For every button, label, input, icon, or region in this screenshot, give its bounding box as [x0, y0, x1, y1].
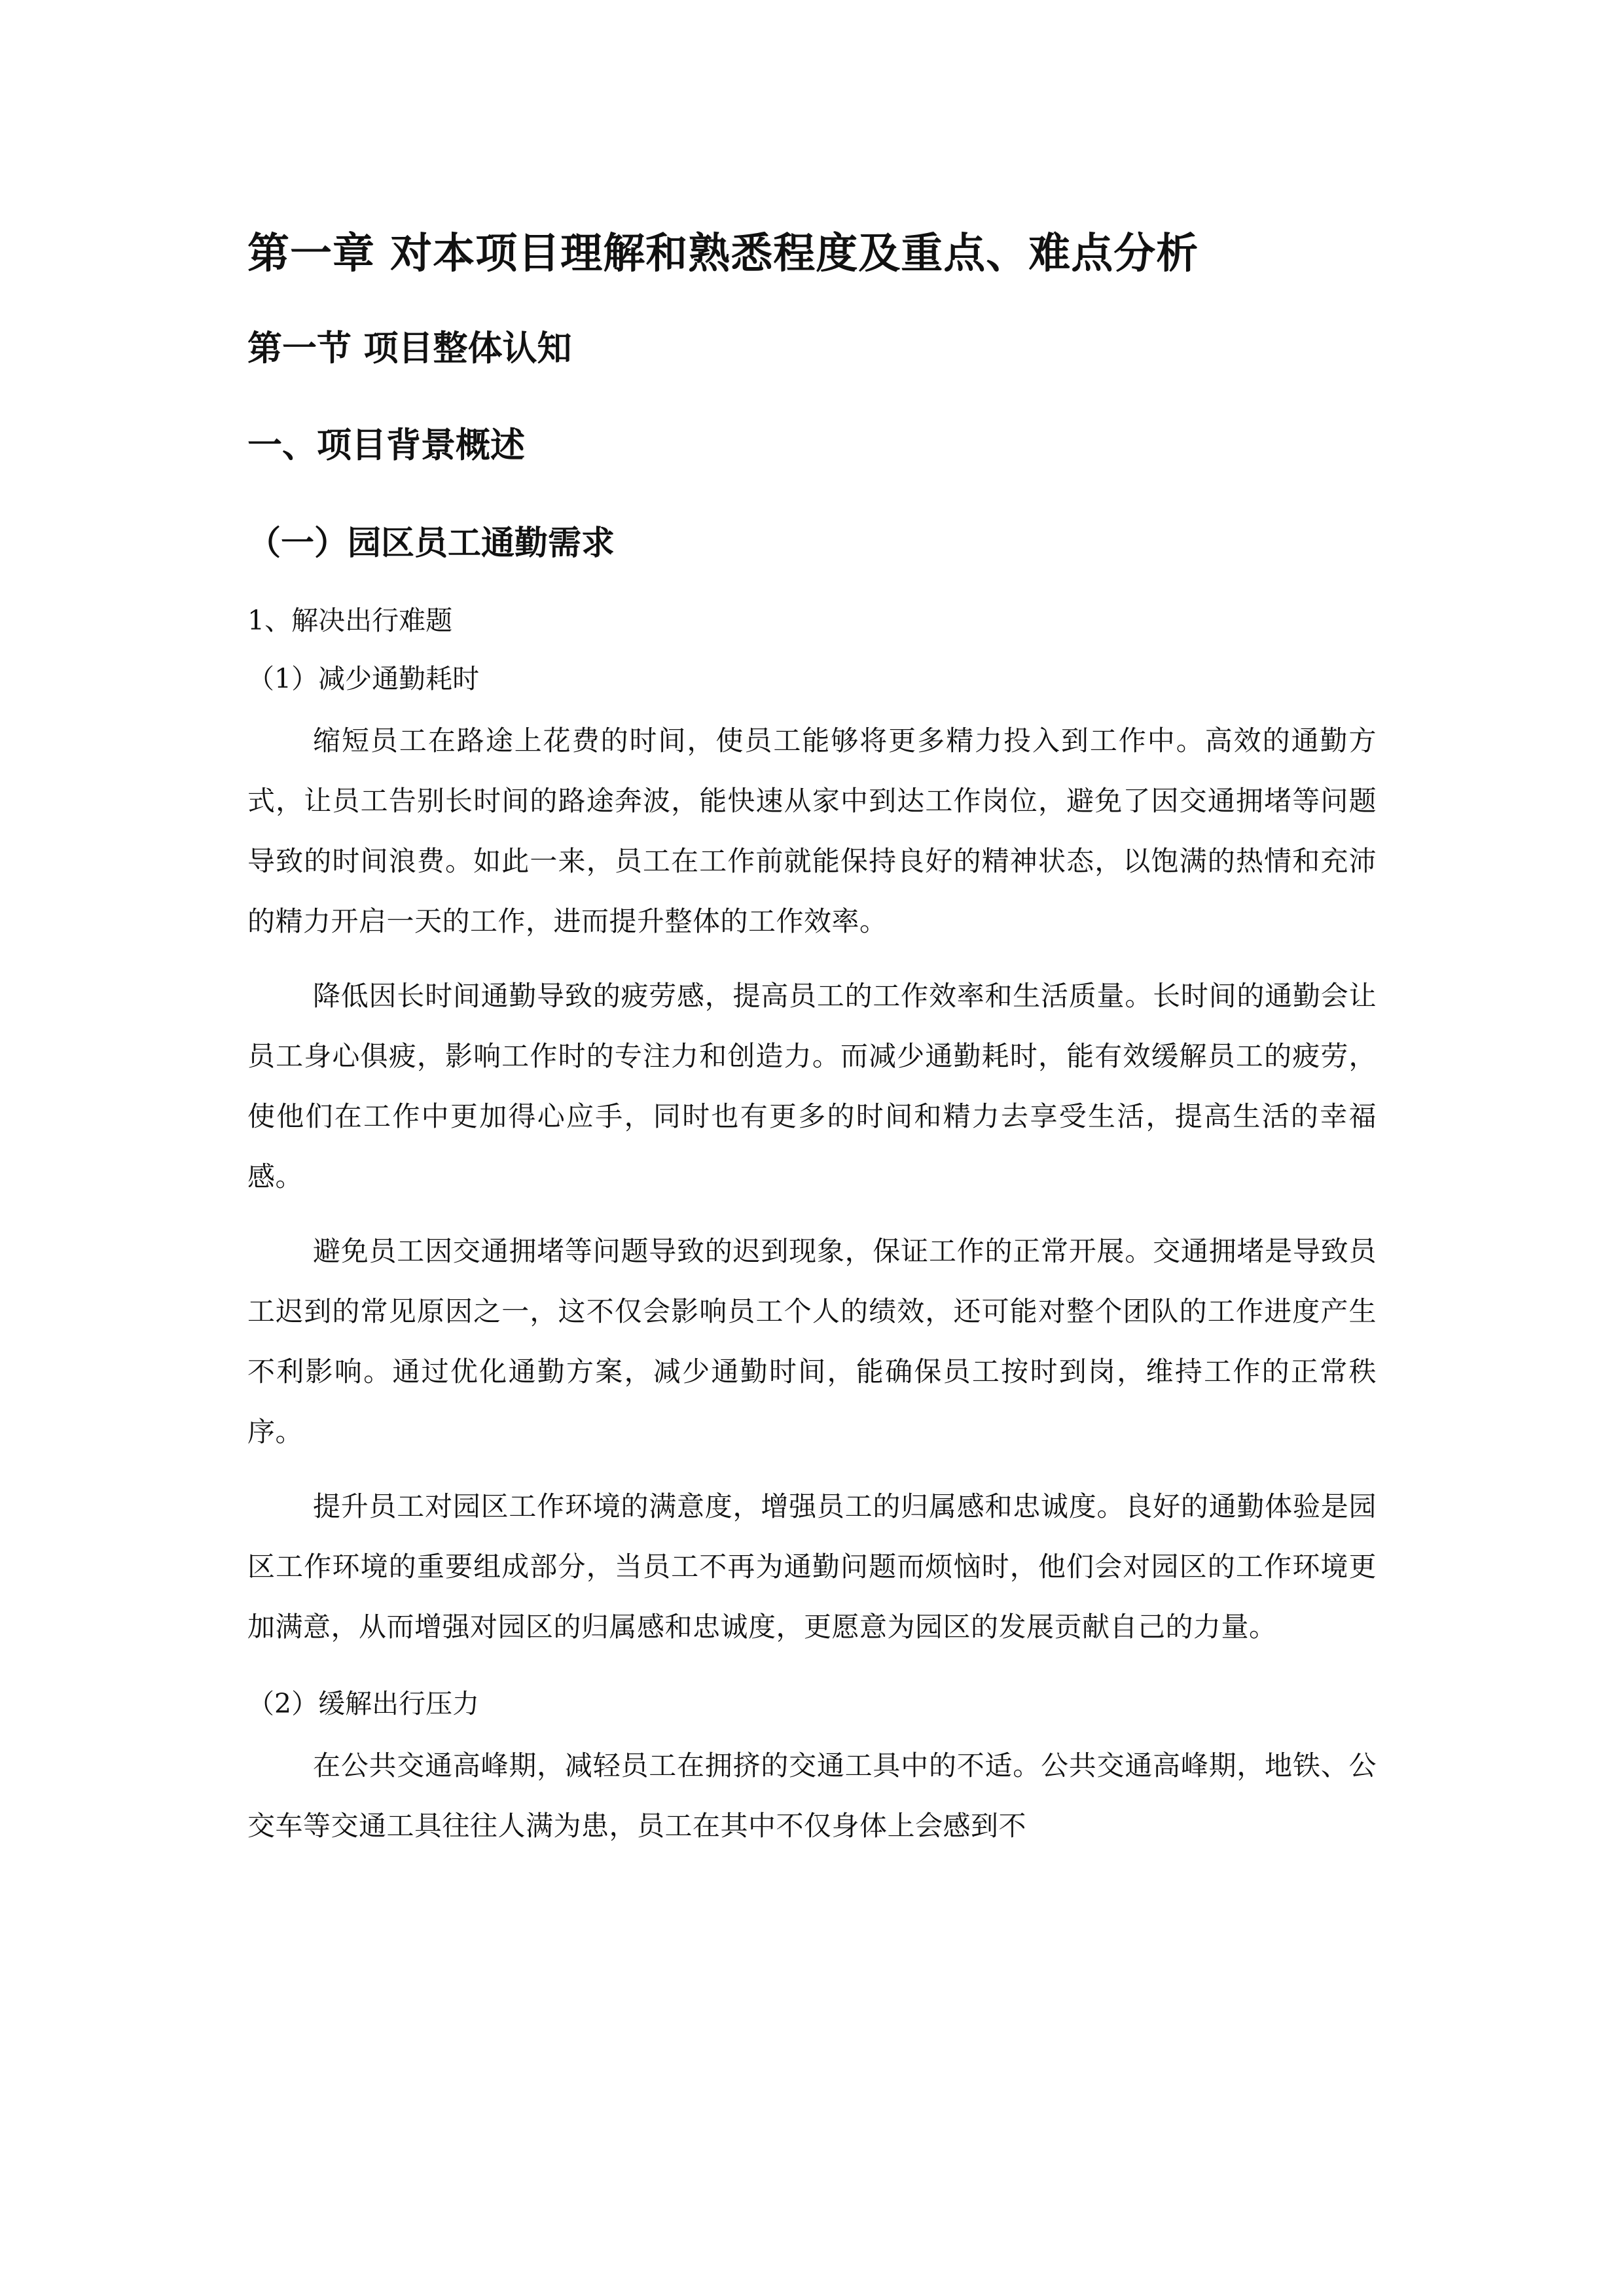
- paragraph-satisfaction: 提升员工对园区工作环境的满意度，增强员工的归属感和忠诚度。良好的通勤体验是园区工作环境的重要组成部分，当员工不再为通勤问题而烦恼时，他们会对园区的工作环境更加满意，从而增强对园区的归属感和忠诚度，更愿意为园区的发展贡献自己的力量。: [247, 1490, 1377, 1643]
- part-2-title: （2）缓解出行压力: [247, 1688, 480, 1719]
- chapter-title: 第一章 对本项目理解和熟悉程度及重点、难点分析: [247, 230, 1199, 278]
- paragraph-lateness: 避免员工因交通拥堵等问题导致的迟到现象，保证工作的正常开展。交通拥堵是导致员工迟到的常见原因之一，这不仅会影响员工个人的绩效，还可能对整个团队的工作进度产生不利影响。通过优化通勤方案，减少通勤时间，能确保员工按时到岗，维持工作的正常秩序。: [247, 1235, 1377, 1448]
- part-1-title: （1）减少通勤耗时: [247, 663, 480, 694]
- paragraph-rush-hour: 在公共交通高峰期，减轻员工在拥挤的交通工具中的不适。公共交通高峰期，地铁、公交车等交通工具往往人满为患，员工在其中不仅身体上会感到不: [247, 1749, 1377, 1842]
- item-title: （一）园区员工通勤需求: [247, 524, 615, 563]
- subsection-title: 一、项目背景概述: [247, 425, 525, 465]
- paragraph-commute-time: 缩短员工在路途上花费的时间，使员工能够将更多精力投入到工作中。高效的通勤方式，让员工告别长时间的路途奔波，能快速从家中到达工作岗位，避免了因交通拥堵等问题导致的时间浪费。如此一来，员工在工作前就能保持良好的精神状态，以饱满的热情和充沛的精力开启一天的工作，进而提升整体的工作效率。: [247, 725, 1377, 937]
- section-title: 第一节 项目整体认知: [247, 329, 572, 368]
- document-content: [247, 208, 1377, 1871]
- paragraph-fatigue: 降低因长时间通勤导致的疲劳感，提高员工的工作效率和生活质量。长时间的通勤会让员工身心俱疲，影响工作时的专注力和创造力。而减少通勤耗时，能有效缓解员工的疲劳，使他们在工作中更加得心应手，同时也有更多的时间和精力去享受生活，提高生活的幸福感。: [247, 980, 1377, 1193]
- minor-title: 1、解决出行难题: [247, 605, 453, 636]
